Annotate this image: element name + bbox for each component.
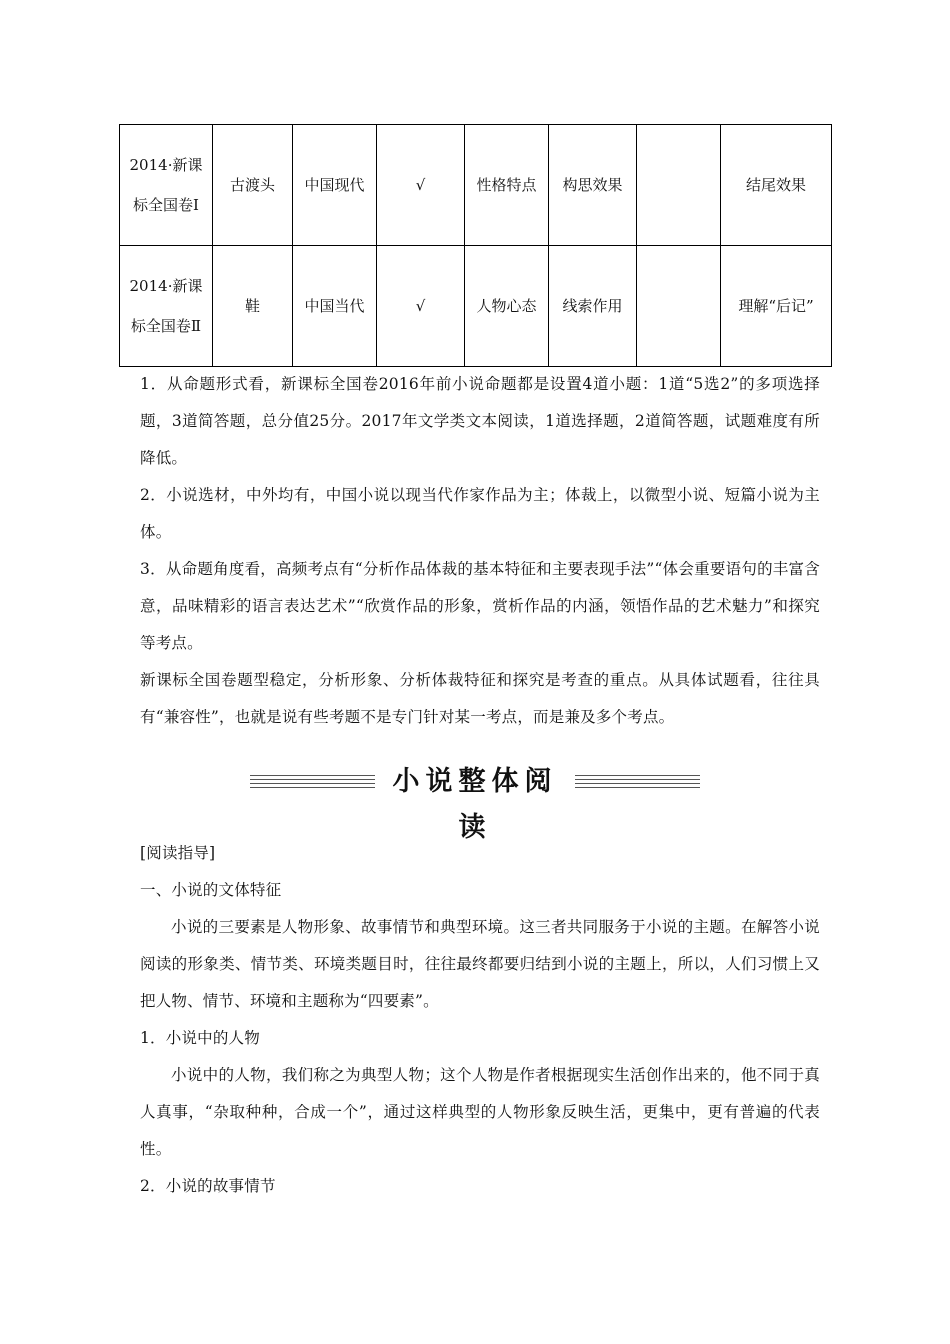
table-cell-category: 中国现代 [293,125,377,246]
table-row [120,246,832,367]
table-cell-paper: 2014·新课标全国卷Ⅱ [120,246,213,367]
analysis-paragraph-2: 2．小说选材，中外均有，中国小说以现当代作家作品为主；体裁上，以微型小说、短篇小说为主体。 [140,486,820,541]
table-cell-paper: 2014·新课标全国卷Ⅰ [120,125,213,246]
guide-character-paragraph: 小说中的人物，我们称之为典型人物；这个人物是作者根据现实生活创作出来的，他不同于真人真事，“杂取种种，合成一个”，通过这样典型的人物形象反映生活，更集中，更有普遍的代表性。 [140,1066,820,1158]
section-banner [250,759,700,843]
analysis-paragraph-4: 新课标全国卷题型稳定，分析形象、分析体裁特征和探究是考查的重点。从具体试题看，往往具有“兼容性”，也就是说有些考题不是专门针对某一考点，而是兼及多个考点。 [140,671,820,726]
guide-section-heading: 一、小说的文体特征 [140,881,282,899]
table-cell-mark: √ [377,125,465,246]
banner-rule-left [250,775,375,789]
table-cell-q2: 构思效果 [549,125,637,246]
guide-heading-character: 1．小说中的人物 [140,1029,260,1047]
exam-table [119,124,832,367]
guide-heading-plot: 2．小说的故事情节 [140,1177,276,1195]
table-cell-q1: 性格特点 [465,125,549,246]
table-cell-category: 中国当代 [293,246,377,367]
reading-guide-section [140,835,820,1205]
banner-title: 小说整体阅读 [392,766,558,843]
table-cell-q1: 人物心态 [465,246,549,367]
analysis-paragraph-1: 1．从命题形式看，新课标全国卷2016年前小说命题都是设置4道小题：1道“5选2”的多项选择题，3道简答题，总分值25分。2017年文学类文本阅读，1道选择题，2道简答题，试题难度有所降低。 [140,375,820,467]
table-cell-title: 古渡头 [213,125,293,246]
table-cell-q2: 线索作用 [549,246,637,367]
table-cell-q4: 结尾效果 [721,125,832,246]
analysis-paragraph-3: 3．从命题角度看，高频考点有“分析作品体裁的基本特征和主要表现手法”“体会重要语句的丰富含意，品味精彩的语言表达艺术”“欣赏作品的形象，赏析作品的内涵，领悟作品的艺术魅力”和探究等考点。 [140,560,820,652]
banner-rule-right [575,775,700,789]
table-cell-q3 [637,246,721,367]
table-cell-title: 鞋 [213,246,293,367]
table-row [120,125,832,246]
table-cell-q4: 理解“后记” [721,246,832,367]
table-cell-mark: √ [377,246,465,367]
guide-label: [阅读指导] [140,844,216,862]
guide-intro-paragraph: 小说的三要素是人物形象、故事情节和典型环境。这三者共同服务于小说的主题。在解答小说阅读的形象类、情节类、环境类题目时，往往最终都要归结到小说的主题上，所以，人们习惯上又把人物、情节、环境和主题称为“四要素”。 [140,918,820,1010]
table-cell-q3 [637,125,721,246]
analysis-section [140,366,820,736]
